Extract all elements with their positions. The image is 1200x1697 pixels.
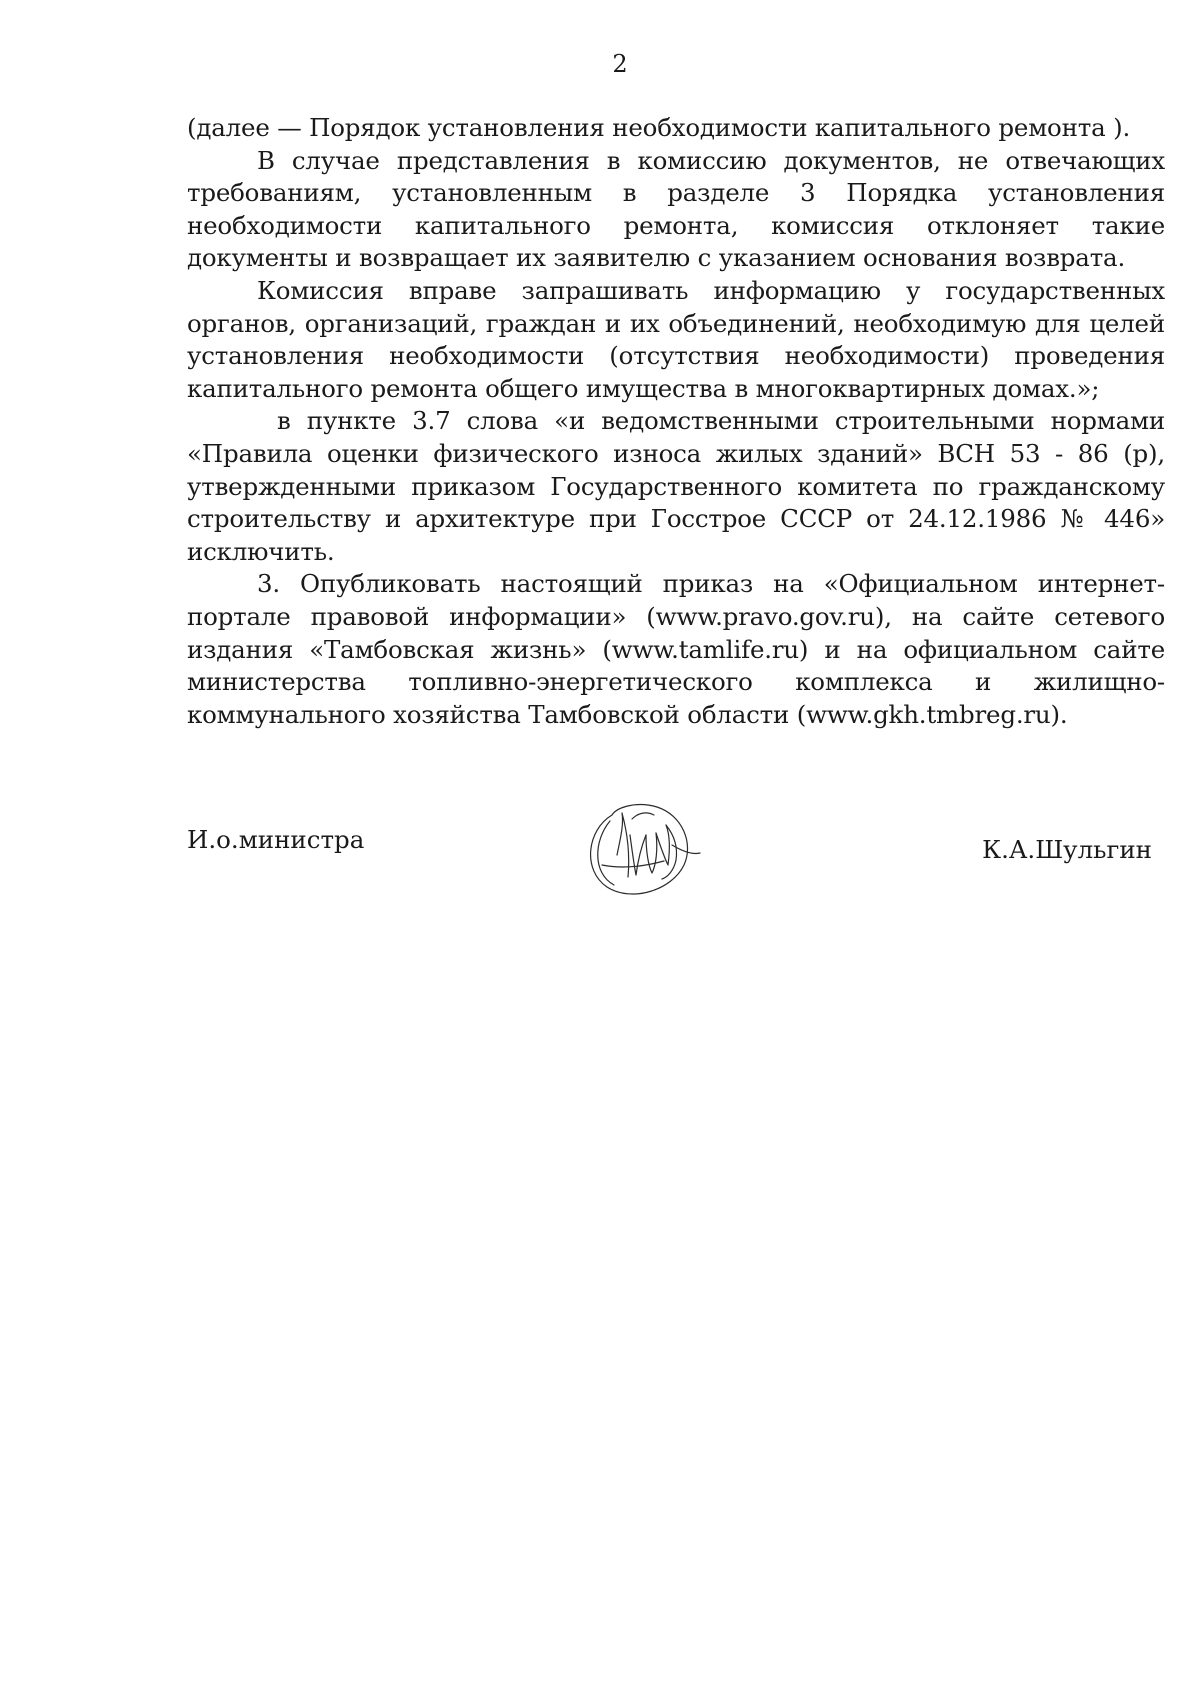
- paragraph-continuation: (далее — Порядок установления необходимости капитального ремонта ).: [187, 113, 1131, 142]
- paragraph-amendment: в пункте 3.7 слова «и ведомственными строительными нормами «Правила оценки физического износа жилых зданий» ВСН 53 - 86 (р), утвержденными приказом Государственного комитета по гражданскому строительству и архитектуре при Госстрое СССР от 24.12.1986 № 446» исключить.: [187, 406, 1165, 566]
- paragraph-requests: Комиссия вправе запрашивать информацию у государственных органов, организаций, граждан и их объединений, необходимую для целей установления необходимости (отсутствия необходимости) проведения капитального ремонта общего имущества в многоквартирных домах.»;: [187, 275, 1165, 403]
- signer-name: К.А.Шульгин: [982, 835, 1152, 864]
- page-number: 2: [612, 50, 628, 78]
- document-body: [187, 112, 1165, 731]
- paragraph-rejection: В случае представления в комиссию документов, не отвечающих требованиям, установленным в разделе 3 Порядка установления необходимости капитального ремонта, комиссия отклоняет такие документы и возвращает их заявителю с указанием основания возврата.: [187, 145, 1165, 273]
- paragraph-publication: 3. Опубликовать настоящий приказ на «Официальном интернет-портале правовой информации» (www.pravo.gov.ru), на сайте сетевого издания «Тамбовская жизнь» (www.tamlife.ru) и на официальном сайте министерства топливно-энергетического комплекса и жилищно-коммунального хозяйства Тамбовской области (www.gkh.tmbreg.ru).: [187, 569, 1165, 729]
- signature-block: [187, 795, 1152, 915]
- signer-title: И.о.министра: [187, 825, 365, 854]
- handwritten-signature: [572, 795, 702, 900]
